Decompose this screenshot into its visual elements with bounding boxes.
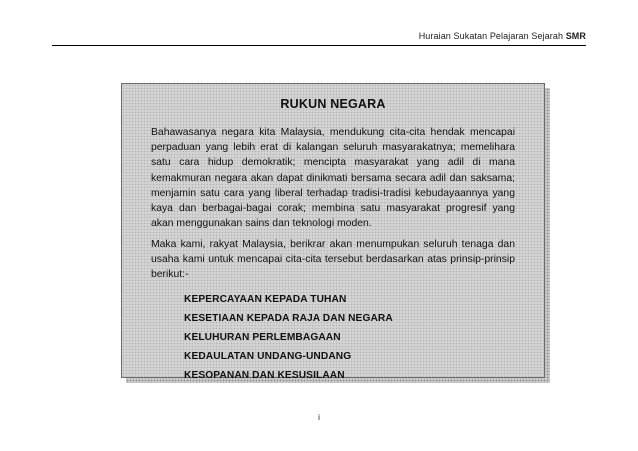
principle-item: KESOPANAN DAN KESUSILAAN: [184, 370, 345, 381]
header-bold-text: SMR: [565, 31, 586, 41]
principle-item: KELUHURAN PERLEMBAGAAN: [184, 332, 341, 343]
principle-item: KEDAULATAN UNDANG-UNDANG: [184, 351, 352, 362]
page-header: [419, 31, 586, 41]
header-rule: [52, 45, 586, 46]
preamble-paragraph: Bahawasanya negara kita Malaysia, mendukung cita-cita hendak mencapai perpaduan yang lebih erat di kalangan seluruh masyarakatnya; memelihara satu cara hidup demokratik; mencipta masyarakat yang adil di mana kemakmuran negara akan dapat dinikmati bersama secara adil dan saksama; menjamin satu cara yang liberal terhadap tradisi-tradisi kebudayaannya yang kaya dan berbagai-bagai corak; membina satu masyarakat progresif yang akan menggunakan sains dan teknologi moden.: [151, 127, 515, 230]
principle-item: KESETIAAN KEPADA RAJA DAN NEGARA: [184, 313, 393, 324]
principle-item: KEPERCAYAAN KEPADA TUHAN: [184, 294, 347, 305]
principles-list: [184, 290, 393, 385]
page-number: i: [318, 413, 320, 422]
header-text: Huraian Sukatan Pelajaran Sejarah: [418, 31, 564, 41]
pledge-paragraph: Maka kami, rakyat Malaysia, berikrar akan menumpukan seluruh tenaga dan usaha kami untuk mencapai cita-cita tersebut berdasarkan atas prinsip-prinsip berikut:-: [151, 239, 515, 281]
document-title: RUKUN NEGARA: [280, 97, 386, 111]
